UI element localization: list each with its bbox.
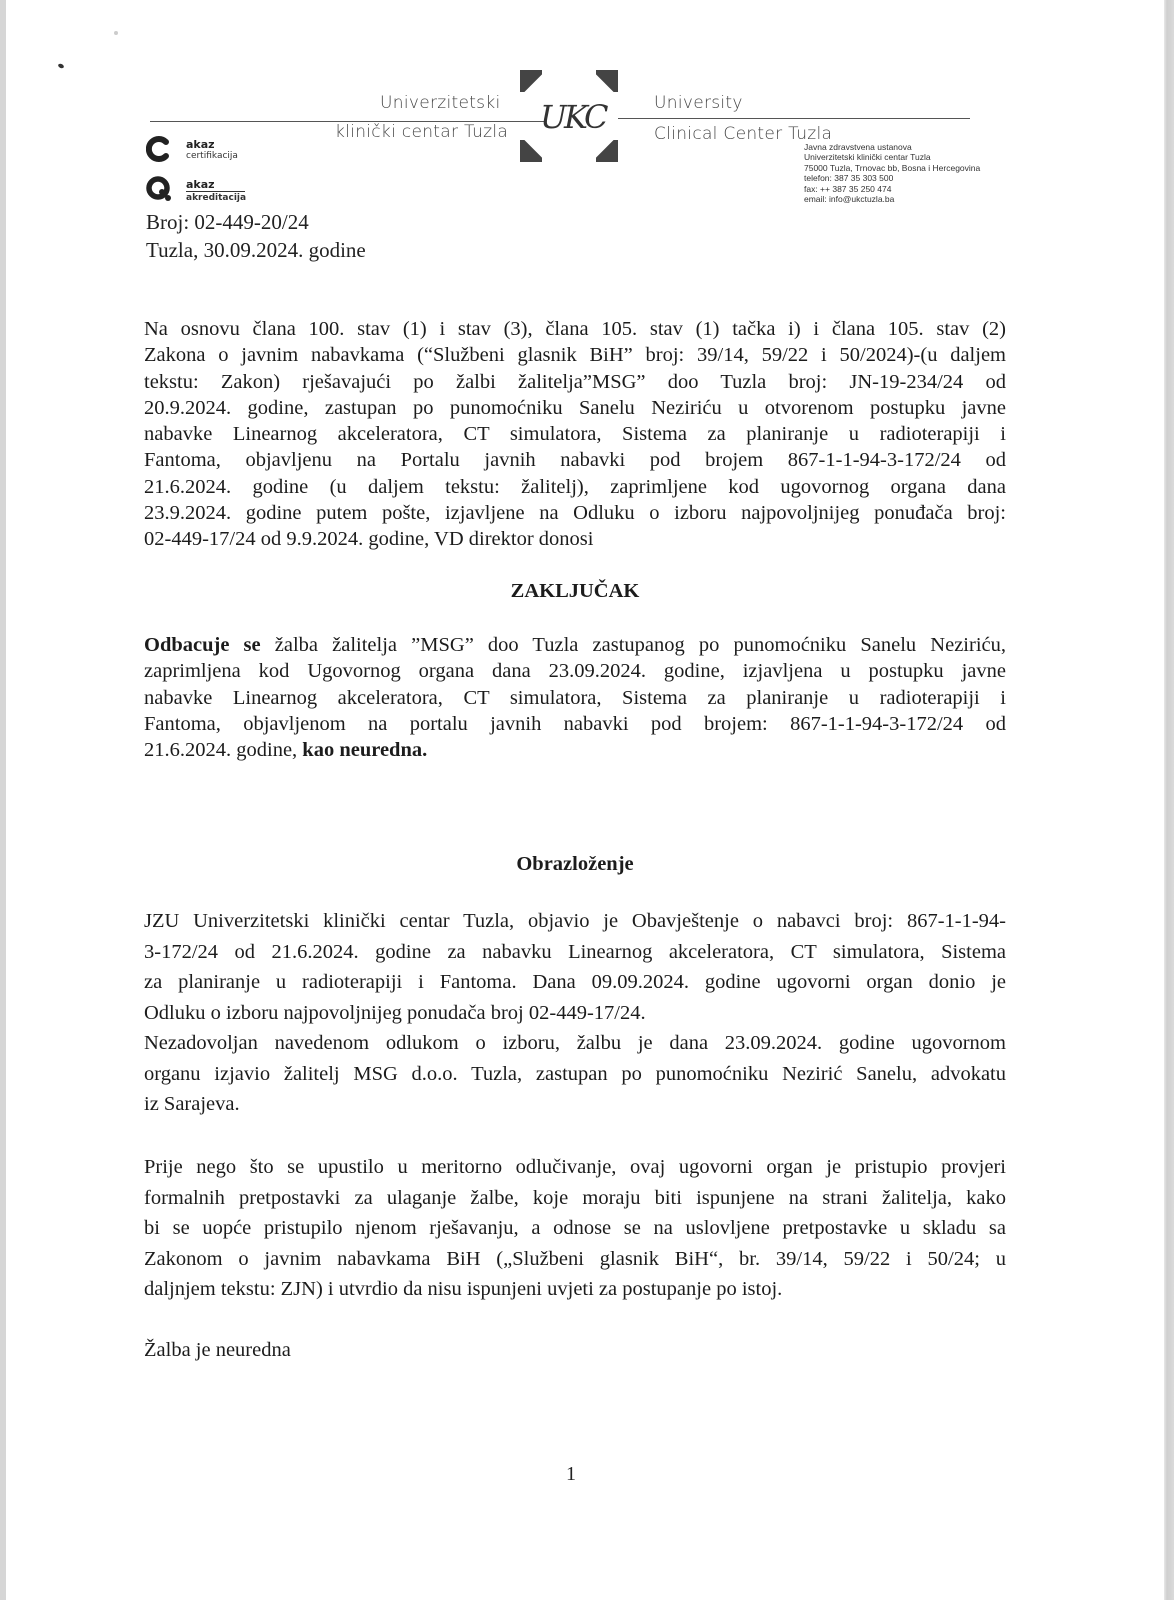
reasoning-paragraph-2: Prije nego što se upustilo u meritorno odlučivanje, ovaj ugovorni organ je pristupio provjeri formalnih pretpostavki za ulaganje žalbe, koje moraju biti ispunjene na strani žalitelja, kako bi se uopće pristupilo njenom rješavanju, a odnose se na uslovljene pretpostavke u skladu sa Zakonom o javnim nabavkama BiH („Službeni glasnik BiH“, br. 39/14, 59/22 i 50/24; u daljnjem tekstu: ZJN) i utvrdio da nisu ispunjeni uvjeti za postupanje po istoj. [144,1156,1006,1300]
institution-name-local-line1: Univerzitetski [380,93,501,113]
akaz-accreditation-icon [146,176,172,202]
conclusion-paragraph: Odbacuje se žalba žalitelja ”MSG” doo Tuzla zastupanog po punomoćniku Sanelu Neziriću, zaprimljena kod Ugovornog organa dana 23.09.2024. godine, izjavljena u postupku javne nabavke Linearnog akceleratora, CT simulatora, Sistema za planiranje u radioterapiji i Fantoma, objavljenom na portalu javnih nabavki pod brojem: 867-1-1-94-3-172/24 od 21.6.2024. godine, kao neuredna. [144,634,1006,762]
conclusion-heading: ZAKLJUČAK [510,580,640,602]
reasoning-paragraph-1: JZU Univerzitetski klinički centar Tuzla, objavio je Obavještenje o nabavci broj: 867-1-1-94- 3-172/24 od 21.6.2024. godine za nabavku Linearnog akceleratora, CT simulatora, Sistema za planiranje u radioterapiji i Fantoma. Dana 09.09.2024. godine ugovorni organ donio je Odluku o izboru najpovoljnijeg ponudača broj 02-449-17/24. Nezadovoljan navedenom odlukom o izboru, žalbu je dana 23.09.2024. godine ugovornom organu izjavio žalitelj MSG d.o.o. Tuzla, zastupan po punomoćniku Nezirić Sanelu, advokatu iz Sarajeva. [144,910,1006,1115]
contact-block [804,142,980,204]
institution-name-english-line2: Clinical Center Tuzla [654,124,833,144]
scan-speck [114,31,118,35]
akaz-certification-icon [146,136,172,162]
intro-paragraph: Na osnovu člana 100. stav (1) i stav (3), člana 105. stav (1) tačka i) i člana 105. stav (2) Zakona o javnim nabavkama (“Službeni glasnik BiH” broj: 39/14, 59/22 i 50/2024)-(u daljem tekstu: Zakon) rješavajući po žalbi žalitelja”MSG” doo Tuzla broj: JN-19-234/24 od 20.9.2024. godine, zastupan po punomoćniku Sanelu Neziriću u otvorenom postupku javne nabavke Linearnog akceleratora, CT simulatora, Sistema za planiranje u radioterapiji i Fantoma, objavljenu na Portalu javnih nabavki pod brojem 867-1-1-94-3-172/24 od 21.6.2024. godine (u daljem tekstu: žalitelj), zaprimljene kod ugovornog organa dana 23.9.2024. godine putem pošte, izjavljene na Odluku o izboru najpovoljnijeg ponuđača broj: 02-449-17/24 od 9.9.2024. godine, VD direktor donosi [144,318,1006,551]
scan-left-edge [0,0,6,1600]
conclusion-verdict: kao neuredna. [302,739,428,762]
institution-name-english-line1: University [654,93,743,113]
contact-line: Javna zdravstvena ustanova [804,142,912,152]
letterhead-rule-right [618,118,970,119]
institution-name-local-line2: klinički centar Tuzla [335,122,509,142]
ukc-logo-icon [518,68,620,164]
document-date: Tuzla, 30.09.2024. godine [146,238,366,262]
document-number: Broj: 02-449-20/24 [146,210,309,234]
reasoning-heading: Obrazloženje [516,853,634,875]
contact-fax: fax: ++ 387 35 250 474 [804,183,892,194]
contact-line: 75000 Tuzla, Trnovac bb, Bosna i Hercegovina [804,162,981,173]
page-number: 1 [566,1463,576,1485]
conclusion-lead: Odbacuje se [144,634,261,656]
scan-right-edge [1164,0,1174,1600]
contact-line: Univerzitetski klinički centar Tuzla [804,152,931,163]
reasoning-paragraph-3: Žalba je neuredna [144,1339,291,1361]
contact-email: email: info@ukctuzla.ba [804,194,895,205]
scan-speck [57,63,64,69]
contact-phone: telefon: 387 35 303 500 [804,173,894,184]
logo-monogram: UKC [540,98,606,136]
